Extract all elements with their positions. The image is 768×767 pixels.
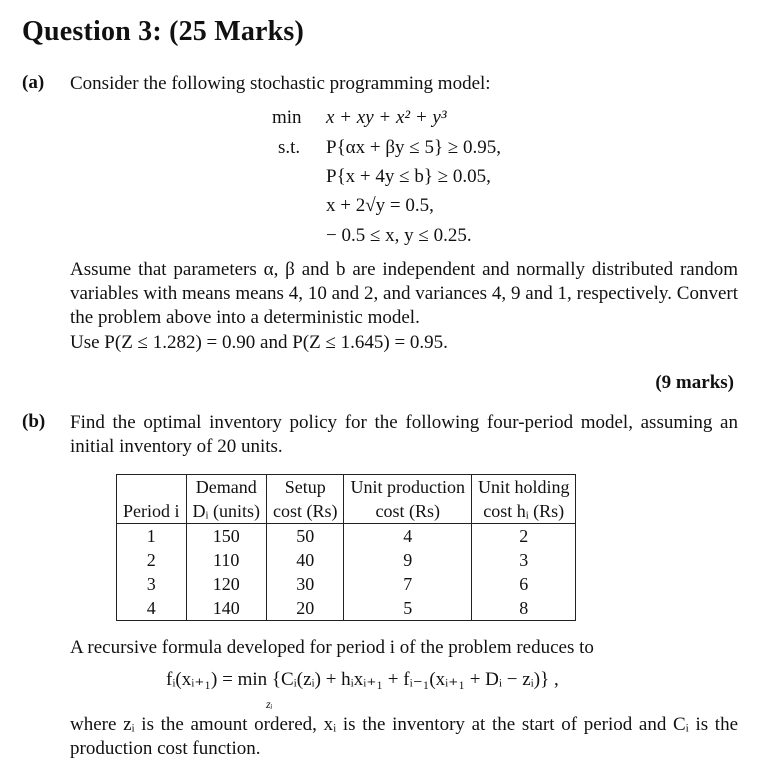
table-row [117,524,576,549]
table-header-cell: Period i [117,499,187,524]
table-header-cell: cost hᵢ (Rs) [471,499,576,524]
table-header-cell: Demand [186,475,266,500]
where-paragraph: where zᵢ is the amount ordered, xᵢ is the inventory at the start of period and Cᵢ is the production cost function. [70,714,738,759]
table-header-cell: Setup [266,475,344,500]
part-a-label: (a) [22,72,45,93]
table-cell: 4 [344,524,472,549]
table-cell: 2 [471,524,576,549]
table-cell: 3 [471,548,576,572]
table-cell: 30 [266,572,344,596]
table-header-row [117,475,576,500]
table-row [117,548,576,572]
question-title: Question 3: (25 Marks) [22,16,305,47]
table-cell: 1 [117,524,187,549]
constraint-4: − 0.5 ≤ x, y ≤ 0.25. [326,225,472,246]
table-header-cell: cost (Rs) [266,499,344,524]
part-b-intro: Find the optimal inventory policy for the following four-period model, assuming an initial inventory of 20 units. [70,412,738,457]
normal-hint: Use P(Z ≤ 1.282) = 0.90 and P(Z ≤ 1.645) = 0.95. [70,332,448,353]
recursive-formula: fᵢ(xᵢ₊₁) = min {Cᵢ(zᵢ) + hᵢxᵢ₊₁ + fᵢ₋₁(xᵢ₊₁ + Dᵢ − zᵢ)} , [166,669,559,690]
table-header-cell: cost (Rs) [344,499,472,524]
table-cell: 40 [266,548,344,572]
table-cell: 120 [186,572,266,596]
part-a-intro: Consider the following stochastic programming model: [70,73,491,94]
table-row [117,572,576,596]
table-cell: 2 [117,548,187,572]
st-keyword: s.t. [278,137,301,158]
table-cell: 150 [186,524,266,549]
table-row [117,596,576,621]
table-cell: 20 [266,596,344,621]
table-cell: 9 [344,548,472,572]
table-cell: 6 [471,572,576,596]
table-cell: 110 [186,548,266,572]
table-header-row [117,499,576,524]
table-cell: 140 [186,596,266,621]
inventory-table [116,474,576,621]
min-subscript: zᵢ [266,697,273,711]
part-a-marks: (9 marks) [655,372,734,393]
table-header-cell: Dᵢ (units) [186,499,266,524]
objective-function: x + xy + x² + y³ [326,107,447,128]
table-cell: 50 [266,524,344,549]
table-cell: 5 [344,596,472,621]
table-header-cell [117,475,187,500]
table-cell: 4 [117,596,187,621]
recursive-intro: A recursive formula developed for period i of the problem reduces to [70,637,594,658]
table-cell: 8 [471,596,576,621]
constraint-2: P{x + 4y ≤ b} ≥ 0.05, [326,166,491,187]
table-header-cell: Unit production [344,475,472,500]
table-header-cell: Unit holding [471,475,576,500]
part-b-label: (b) [22,411,46,432]
min-keyword: min [272,107,302,128]
constraint-3: x + 2√y = 0.5, [326,195,434,216]
constraint-1: P{αx + βy ≤ 5} ≥ 0.95, [326,137,501,158]
table-cell: 7 [344,572,472,596]
assumption-paragraph: Assume that parameters α, β and b are independent and normally distributed random variables with means means 4, 10 and 2, and variances 4, 9 and 1, respectively. Convert the problem above into a deterministic model. [70,259,738,328]
table-cell: 3 [117,572,187,596]
